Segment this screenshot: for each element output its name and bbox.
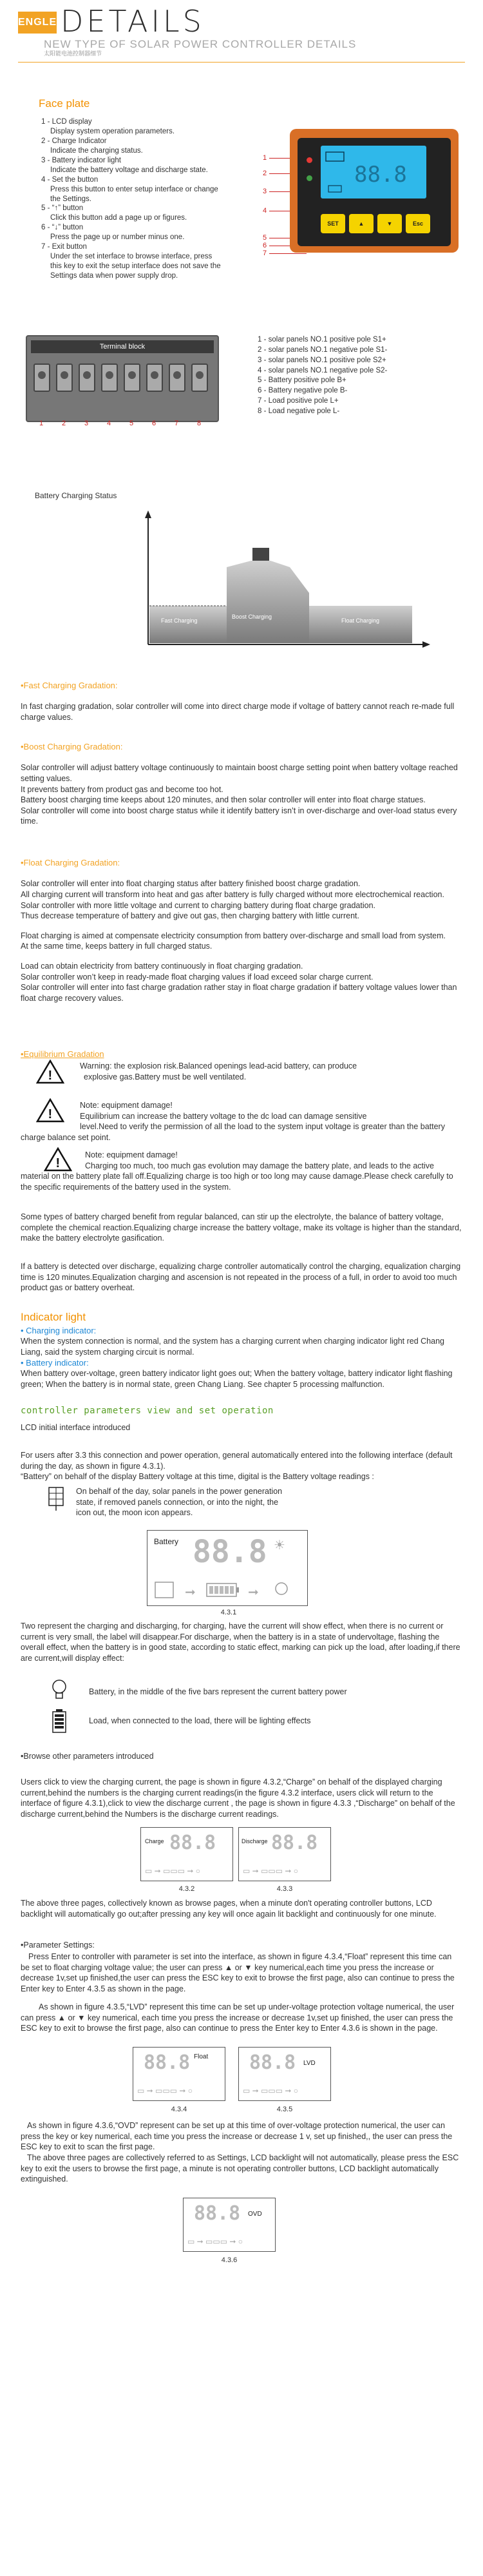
fp-item-head: 4 - Set the button bbox=[41, 175, 99, 184]
fp-item-desc: Under the set interface to browse interface, press bbox=[50, 253, 213, 261]
panel-callout-4: 4 bbox=[263, 207, 267, 215]
lcd-float-label: Float bbox=[194, 2053, 209, 2060]
down-button[interactable]: ▼ bbox=[377, 214, 402, 233]
fig-435-caption: 4.3.5 bbox=[276, 2106, 293, 2113]
lcd-figure-435 bbox=[238, 2047, 331, 2101]
page-subtitle-cn: 太阳能电池控制器细节 bbox=[44, 50, 102, 57]
fp-item-desc: Press the page up or number minus one. bbox=[50, 233, 185, 242]
fig-434-caption: 4.3.4 bbox=[171, 2106, 187, 2113]
face-plate-title: Face plate bbox=[39, 97, 90, 110]
fig-433-caption: 4.3.3 bbox=[276, 1885, 293, 1893]
lcd-status-icons bbox=[153, 1578, 302, 1602]
zone-fast-label: Fast Charging bbox=[161, 617, 198, 624]
fp-item-head: 5 - “↑” button bbox=[41, 204, 84, 213]
lcd-lvd-label: LVD bbox=[303, 2060, 316, 2067]
float-line: Solar controller will enter into float charging status after battery finished boost charge gradation. bbox=[21, 879, 361, 889]
float-line: Solar controller will enter into fast charge gradation rather stay in float charge gradation if battery voltage values lower than float charge recovery values. bbox=[21, 983, 457, 1003]
indicator-title: Indicator light bbox=[21, 1311, 86, 1323]
float-line: At the same time, keeps battery in full charged status. bbox=[21, 942, 213, 951]
controller-photo bbox=[290, 129, 459, 253]
panel-callout-7: 7 bbox=[263, 249, 267, 257]
terminal-screw-icon bbox=[101, 363, 118, 392]
float-charging-section bbox=[21, 857, 462, 1004]
fp-item-head: 7 - Exit button bbox=[41, 243, 87, 251]
boost-line: Battery boost charging time keeps about 120 minutes, and then solar controller will enter into float charge statues. bbox=[21, 795, 426, 805]
params-intro-text: For users after 3.3 this connection and power operation, general automatically entered into the following interface (default during the day, as shown in figure 4.3.1). bbox=[21, 1451, 453, 1471]
set-button[interactable]: SET bbox=[321, 214, 345, 233]
terminal-screw-icon bbox=[191, 363, 208, 392]
terminal-item: 7 - Load positive pole L+ bbox=[258, 397, 339, 405]
warning-3-line: Charging too much, too much gas evolution may damage the battery plate, and leads to the active material on the battery plate fall off.Equalizing charge is too high or too long may cause damage.Please check carefully to the specific requirements of the battery used in the system. bbox=[21, 1161, 453, 1192]
lcd-battery-label: Battery bbox=[154, 1537, 179, 1546]
lcd-digits-icon: 88.8 bbox=[193, 1534, 267, 1570]
lcd-display bbox=[321, 146, 426, 199]
zone-boost-label: Boost Charging bbox=[232, 614, 272, 620]
lcd-digits-icon: 88.8 bbox=[194, 2202, 241, 2225]
fp-item-head: 6 - “↓” button bbox=[41, 224, 84, 232]
warning-3 bbox=[21, 1150, 462, 1192]
svg-text:➞: ➞ bbox=[248, 1584, 259, 1600]
terminal-item: 1 - solar panels NO.1 positive pole S1+ bbox=[258, 336, 386, 344]
browse-text: Users click to view the charging current, the page is shown in figure 4.3.2,“Charge” on behalf of the displayed charging current,behind the numbers is the charging current readings(in the figure 4.3.2 interface, users click will return to the interface of figure 4.3.1),click to view the discharge current , the page is shown in figure 4.3.3 ,“Discharge” on behalf of the discharge current,behind the Numbers is the discharge current readings. bbox=[21, 1777, 455, 1819]
lcd-status-icons: ▭ ➞ ▭▭▭ ➞ ○ bbox=[243, 2086, 299, 2095]
panel-callout-1: 1 bbox=[263, 154, 267, 162]
equilibrium-para-1: Some types of battery charged benefit from regular balanced, can stir up the electrolyte, the balance of battery voltage, complete the chemical reaction.Equalizing charge increase the battery voltage, make its voltage is higher than the standard, make the battery electrolyte gasification. bbox=[21, 1212, 462, 1243]
load-lighting-text: Load, when connected to the load, there will be lighting effects bbox=[89, 1716, 311, 1725]
battery-led-icon bbox=[307, 175, 312, 181]
terminal-num: 1 bbox=[39, 420, 44, 427]
fast-charging-section bbox=[21, 680, 462, 723]
indicator-section bbox=[21, 1310, 462, 1390]
lcd-status-icons: ▭ ➞ ▭▭▭ ➞ ○ bbox=[187, 2237, 243, 2246]
terminal-item: 8 - Load negative pole L- bbox=[258, 407, 340, 416]
warning-1 bbox=[80, 1061, 460, 1082]
fp-item-desc: Press this button to enter setup interface or change bbox=[50, 185, 218, 193]
callout-line bbox=[269, 253, 307, 254]
lcd-figure-433 bbox=[238, 1827, 331, 1881]
lcd-charge-label: Charge bbox=[145, 1838, 164, 1845]
lcd-figure-434 bbox=[133, 2047, 225, 2101]
lcd-status-icons: ▭ ➞ ▭▭▭ ➞ ○ bbox=[137, 2086, 193, 2095]
lcd-title: LCD initial interface introduced bbox=[21, 1423, 131, 1432]
params-title: controller parameters view and set operation bbox=[21, 1406, 274, 1416]
lcd-status-icons: ▭ ➞ ▭▭▭ ➞ ○ bbox=[145, 1866, 201, 1875]
page-title: DETAILS bbox=[61, 4, 205, 39]
fp-item-desc: Indicate the charging status. bbox=[50, 146, 143, 155]
boost-line: Solar controller will come into boost charge status while it identify battery isn’t in over-discharge and over-load status every time. bbox=[21, 806, 457, 826]
terminal-screw-icon bbox=[124, 363, 140, 392]
lcd-digits-icon: 88.8 bbox=[144, 2051, 191, 2074]
charging-status-diagram bbox=[135, 509, 431, 651]
terminal-screw-icon bbox=[56, 363, 73, 392]
float-charging-heading: •Float Charging Gradation: bbox=[21, 858, 120, 867]
terminal-num: 2 bbox=[61, 420, 66, 427]
lcd-digits-icon: 88.8 bbox=[169, 1832, 216, 1854]
fp-item-head: 3 - Battery indicator light bbox=[41, 156, 122, 164]
up-button[interactable]: ▲ bbox=[349, 214, 374, 233]
svg-text:!: ! bbox=[55, 1156, 61, 1170]
fp-item-desc: Indicate the battery voltage and discharge state. bbox=[50, 166, 208, 174]
charging-indicator-text: When the system connection is normal, and the system has a charging current when charging indicator light red Chang Liang, said the system charging circuit is normal. bbox=[21, 1336, 444, 1357]
params-battery-line: “Battery” on behalf of the display Battery voltage at this time, digital is the Battery voltage readings : bbox=[21, 1472, 374, 1482]
svg-text:88.8: 88.8 bbox=[354, 162, 407, 188]
brand-logo: ENGLE bbox=[18, 12, 57, 34]
fig-431-caption: 4.3.1 bbox=[220, 1609, 237, 1616]
sun-icon: ☀ bbox=[274, 1538, 285, 1553]
settings-para-3: As shown in figure 4.3.6,“OVD” represent can be set up at this time of over-voltage protection numerical, the user can press the key or key numerical, each time you press the increase or decrease 1 v, set up finished,, the user can press the ESC key to exit to scan the first page. bbox=[21, 2121, 453, 2152]
boost-line: It prevents battery from product gas and become too hot. bbox=[21, 784, 223, 794]
boost-charging-heading: •Boost Charging Gradation: bbox=[21, 742, 123, 751]
terminal-list bbox=[258, 335, 451, 417]
lcd-figure-436 bbox=[183, 2198, 276, 2252]
terminal-screw-icon bbox=[169, 363, 185, 392]
browse-after-text: The above three pages, collectively known as browse pages, when a minute don't operating controller buttons, LCD backlight will automatically go out;after pressing any key will once again lit backlight and continuously for one minute. bbox=[21, 1899, 437, 1919]
svg-text:!: ! bbox=[48, 1069, 53, 1083]
lcd-ovd-label: OVD bbox=[248, 2211, 262, 2218]
boost-line: Solar controller will adjust battery voltage continuously to maintain boost charge setting point when battery voltage reached setting values. bbox=[21, 763, 458, 783]
fig-436-caption: 4.3.6 bbox=[221, 2256, 238, 2264]
float-line: Thus decrease temperature of battery and give out gas, then charging battery with little current. bbox=[21, 911, 359, 921]
bulb-icon bbox=[50, 1679, 68, 1702]
equilibrium-para-2: If a battery is detected over discharge, equalizing charge controller automatically control the charging, equalization charging time is 120 minutes.Equalization charging and ascension is not repeated in the process of a full, in order to avoid too much product gas or battery overheat. bbox=[21, 1262, 461, 1293]
esc-button[interactable]: Esc bbox=[406, 214, 430, 233]
charge-led-icon bbox=[307, 157, 312, 163]
solar-desc-line: icon out, the moon icon appears. bbox=[76, 1508, 193, 1517]
lcd-discharge-label: Discharge bbox=[242, 1838, 268, 1845]
equilibrium-section bbox=[21, 1049, 462, 1060]
face-plate-list bbox=[41, 117, 254, 281]
float-line: Solar controller with more little voltage and current to charging battery during float charge gradation. bbox=[21, 900, 375, 910]
lcd-figure-431 bbox=[147, 1530, 308, 1606]
fp-item-desc: Display system operation parameters. bbox=[50, 127, 175, 135]
terminal-item: 4 - solar panels NO.1 negative pole S2- bbox=[258, 366, 388, 374]
svg-text:!: ! bbox=[48, 1107, 53, 1121]
fig-432-caption: 4.3.2 bbox=[178, 1885, 195, 1893]
solar-desc bbox=[76, 1486, 334, 1518]
zone-float-label: Float Charging bbox=[341, 617, 380, 624]
float-line: Float charging is aimed at compensate electricity consumption from battery over-discharge and small load from system. bbox=[21, 931, 446, 940]
terminal-item: 2 - solar panels NO.1 negative pole S1- bbox=[258, 345, 388, 354]
solar-desc-line: On behalf of the day, solar panels in the power generation bbox=[76, 1487, 283, 1496]
terminal-num: 4 bbox=[106, 420, 111, 427]
page-subtitle: NEW TYPE OF SOLAR POWER CONTROLLER DETAILS bbox=[44, 38, 357, 50]
lcd-figure-432 bbox=[140, 1827, 233, 1881]
two-arrows-text: Two represent the charging and discharging, for charging, have the current will show effect, when there is no current or current is very small, the label will disappear.For discharge, when the battery is in a state of undervoltage, flashing the overall effect, when the battery is in good state, according to static effect, marking can pick up the load, after loading,if there are current,will display effect: bbox=[21, 1622, 460, 1663]
battery-level-icon bbox=[50, 1708, 68, 1734]
fp-item-head: 2 - Charge Indicator bbox=[41, 137, 107, 145]
warning-2-line: Equilibrium can increase the battery voltage to the dc load can damage sensitive bbox=[80, 1111, 367, 1121]
float-line: Solar controller won’t keep in ready-made float charging values if load exceed solar charge current. bbox=[21, 972, 374, 982]
terminal-screw-icon bbox=[146, 363, 163, 392]
panel-callout-2: 2 bbox=[263, 169, 267, 177]
controller-faceplate bbox=[298, 138, 451, 246]
terminal-num: 5 bbox=[129, 420, 134, 427]
warning-3-line: Note: equipment damage! bbox=[85, 1150, 178, 1159]
page-header bbox=[18, 4, 469, 57]
settings-para-1: Press Enter to controller with parameter is set into the interface, as shown in figure 4.3.4,“Float” represent this time can be set to float charging voltage value; the user can press ▲ or ▼ key numerical,each time you press the increase or decrease 1v,set up finished,the user can press the ESC key to exit to browse the first page, also can continue to press the Enter key to Enter 4.3.5 as shown in the page. bbox=[21, 1952, 455, 1993]
terminal-num: 8 bbox=[196, 420, 202, 427]
fp-item-desc: Click this button add a page up or figures. bbox=[50, 214, 187, 222]
panel-callout-5: 5 bbox=[263, 234, 267, 242]
warning-1-line: explosive gas.Battery must be well ventilated. bbox=[84, 1072, 247, 1081]
solar-desc-line: state, if removed panels connection, or into the night, the bbox=[76, 1497, 279, 1507]
svg-text:➞: ➞ bbox=[185, 1584, 196, 1600]
terminal-num: 6 bbox=[151, 420, 156, 427]
lcd-segments-icon bbox=[321, 146, 426, 199]
fast-charging-heading: •Fast Charging Gradation: bbox=[21, 681, 118, 690]
params-intro bbox=[21, 1450, 462, 1482]
lcd-status-icons: ▭ ➞ ▭▭▭ ➞ ○ bbox=[243, 1866, 299, 1875]
equilibrium-heading: •Equilibrium Gradation bbox=[21, 1049, 104, 1059]
warning-1-line: Warning: the explosion risk.Balanced openings lead-acid battery, can produce bbox=[80, 1061, 357, 1070]
battery-indicator-text: When battery over-voltage, green battery indicator light goes out; When the battery voltage, battery indicator light flashing green; When the battery is in normal state, green Chang Liang. See chapter 5 processing malfunction. bbox=[21, 1369, 453, 1390]
fp-item-head: 1 - LCD display bbox=[41, 118, 92, 126]
solar-panel-icon bbox=[46, 1486, 66, 1512]
float-line: Load can obtain electricity from battery continuously in float charging gradation. bbox=[21, 962, 303, 971]
browse-heading: •Browse other parameters introduced bbox=[21, 1752, 154, 1761]
terminal-screw-icon bbox=[33, 363, 50, 392]
settings-heading: •Parameter Settings: bbox=[21, 1941, 95, 1950]
warning-explosion-icon bbox=[36, 1060, 64, 1084]
battery-bars-text: Battery, in the middle of the five bars represent the current battery power bbox=[89, 1687, 347, 1696]
panel-callout-6: 6 bbox=[263, 242, 267, 249]
battery-indicator-heading: • Battery indicator: bbox=[21, 1358, 89, 1368]
warning-2-line: level.Need to verify the permission of all the load to the system input voltage is greater than the battery charge balance set point. bbox=[21, 1122, 445, 1142]
terminal-item: 3 - solar panels NO.1 positive pole S2+ bbox=[258, 356, 386, 364]
terminal-screw-icon bbox=[79, 363, 95, 392]
fast-charging-text: In fast charging gradation, solar controller will come into direct charge mode if voltage of battery cannot reach re-made full charge values. bbox=[21, 702, 455, 722]
lcd-digits-icon: 88.8 bbox=[271, 1832, 318, 1854]
warning-2-line: Note: equipment damage! bbox=[80, 1101, 173, 1110]
fp-item-desc: this key to exit the setup interface does not save the bbox=[50, 262, 221, 271]
charging-indicator-heading: • Charging indicator: bbox=[21, 1325, 97, 1335]
warning-2 bbox=[21, 1100, 462, 1143]
lcd-digits-icon: 88.8 bbox=[249, 2051, 296, 2074]
charging-chart-title: Battery Charging Status bbox=[35, 491, 117, 500]
settings-para-4: The above three pages are collectively referred to as Settings, LCD backlight will not automatically, please press the ESC key to exit the users to browse the first page, a minute is not operating controller buttons, LCD backlight automatically extinguished. bbox=[21, 2153, 459, 2184]
boost-charging-section bbox=[21, 741, 462, 827]
fp-item-desc: Settings data when power supply drop. bbox=[50, 272, 178, 280]
terminal-block-label: Terminal block bbox=[31, 340, 214, 353]
terminal-item: 5 - Battery positive pole B+ bbox=[258, 376, 346, 385]
terminal-item: 6 - Battery negative pole B- bbox=[258, 387, 348, 395]
fp-item-desc: the Settings. bbox=[50, 195, 91, 203]
panel-callout-3: 3 bbox=[263, 188, 267, 195]
terminal-num: 3 bbox=[84, 420, 89, 427]
terminal-num: 7 bbox=[174, 420, 179, 427]
float-line: All charging current will transform into heat and gas after battery is fully charged without more electrochemical reaction. bbox=[21, 889, 444, 899]
header-divider bbox=[18, 62, 465, 63]
settings-para-2: As shown in figure 4.3.5,“LVD” represent this time can be set up under-voltage protection voltage numerical, the user can press ▲ or ▼ key numerical, each time you press the increase or decrease 1v,set up finished, the user can press the ESC key to exit to browse the first page, also can continue to press the Enter key to Enter 4.3.6 is shown in the page. bbox=[21, 2002, 455, 2033]
terminal-block-photo bbox=[26, 335, 219, 422]
